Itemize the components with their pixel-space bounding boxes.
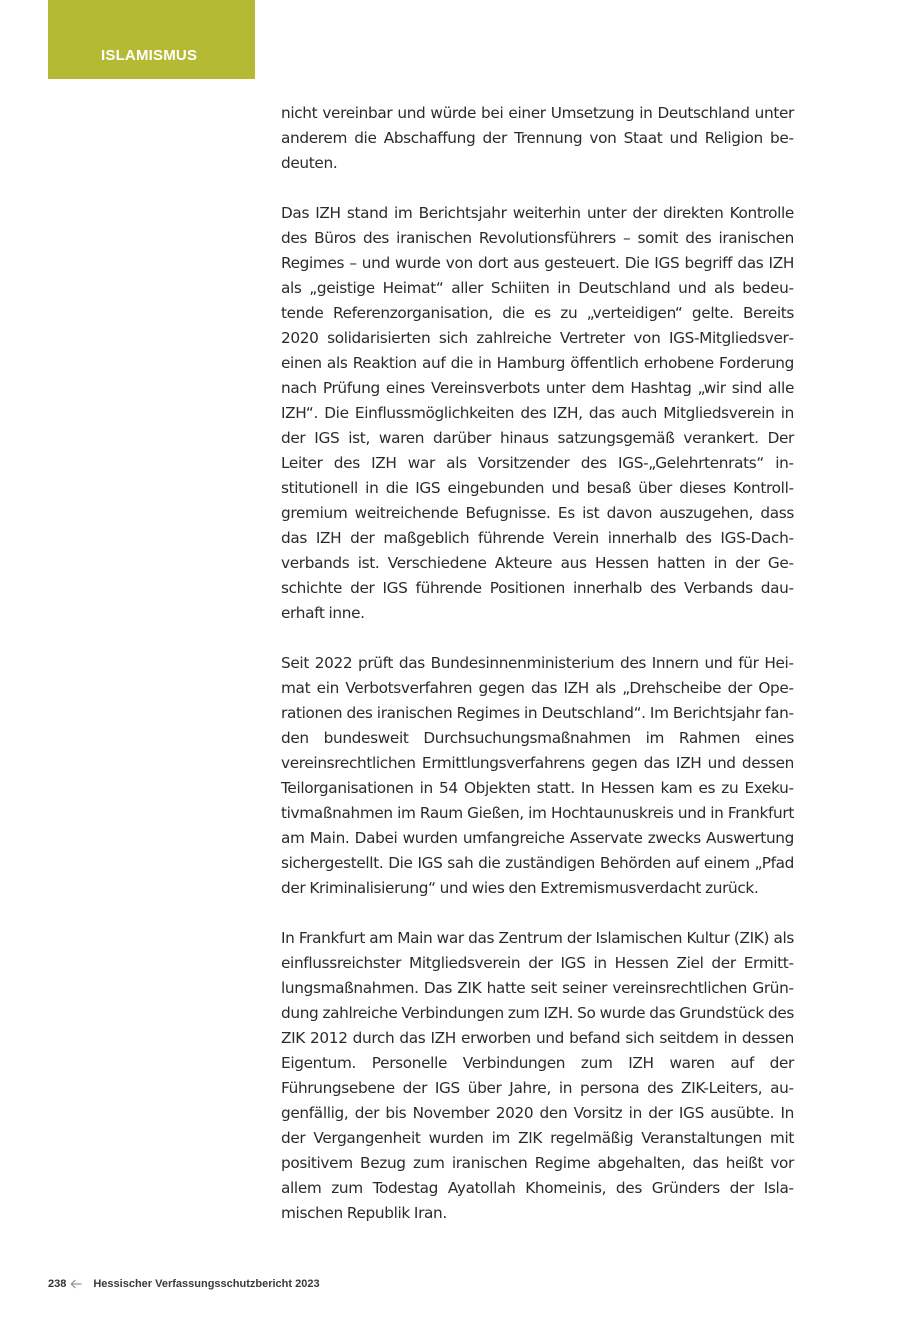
page-number: 238 bbox=[48, 1278, 67, 1290]
arrow-left-icon[interactable] bbox=[70, 1279, 82, 1289]
paragraph-izh-control: Das IZH stand im Berichtsjahr weiterhin unter der direkten Kontrolle des Büros des iranischen Revolutionsführers – somit des iranischen Regimes – und wurde von dort aus gesteuert. Die IGS begriff das IZH als „geistige Heimat“ aller Schiiten in Deutschland und als bedeutende Referenzorganisation, die es zu „verteidigen“ gelte. Bereits 2020 solidarisierten sich zahlreiche Vertreter von IGS-Mitgliedsvereinen als Reaktion auf die in Hamburg öffentlich erhobene Forderung nach Prüfung eines Vereinsverbots unter dem Hashtag „wir sind alle IZH“. Die Einflussmöglichkeiten des IZH, das auch Mitgliedsverein in der IGS ist, waren darüber hinaus satzungsgemäß verankert. Der Leiter des IZH war als Vorsitzender des IGS-„Gelehrtenrats“ institutionell in die IGS eingebunden und besaß über dieses Kontrollgremium weitreichende Befugnisse. Es ist davon auszugehen, dass das IZH der maßgeblich führende Verein innerhalb des IGS-Dachverbands ist. Verschiedene Akteure aus Hessen hatten in der Geschichte der IGS führende Positionen innerhalb des Verbands dauerhaft inne. bbox=[281, 204, 794, 622]
paragraph-zik-frankfurt: In Frankfurt am Main war das Zentrum der Islamischen Kultur (ZIK) als einflussreichster Mitgliedsverein der IGS in Hessen Ziel der Ermittlungsmaßnahmen. Das ZIK hatte seit seiner vereinsrechtlichen Gründung zahlreiche Verbindungen zum IZH. So wurde das Grundstück des ZIK 2012 durch das IZH erworben und befand sich seitdem in dessen Eigentum. Personelle Verbindungen zum IZH waren auf der Führungsebene der IGS über Jahre, in persona des ZIK-Leiters, augenfällig, der bis November 2020 den Vorsitz in der IGS ausübte. In der Vergangenheit wurden im ZIK regelmäßig Veranstaltungen mit positivem Bezug zum iranischen Regime abgehalten, das heißt vor allem zum Todestag Ayatollah Khomeinis, des Gründers der Islamischen Republik Iran. bbox=[281, 929, 794, 1222]
paragraph-continuation: nicht vereinbar und würde bei einer Umsetzung in Deutschland unter anderem die Abschaffung der Trennung von Staat und Religion bedeuten. bbox=[281, 104, 794, 172]
section-label: ISLAMISMUS bbox=[101, 47, 198, 64]
publication-title: Hessischer Verfassungsschutzbericht 2023 bbox=[93, 1278, 320, 1290]
page-footer bbox=[48, 1278, 320, 1290]
paragraph-ban-procedure: Seit 2022 prüft das Bundesinnenministerium des Innern und für Heimat ein Verbotsverfahren gegen das IZH als „Drehscheibe der Operationen des iranischen Regimes in Deutschland“. Im Berichtsjahr fanden bundesweit Durchsuchungsmaßnahmen im Rahmen eines vereinsrechtlichen Ermittlungsverfahrens gegen das IZH und dessen Teilorganisationen in 54 Objekten statt. In Hessen kam es zu Exekutivmaßnahmen im Raum Gießen, im Hochtaunuskreis und in Frankfurt am Main. Dabei wurden umfangreiche Asservate zwecks Auswertung sichergestellt. Die IGS sah die zuständigen Behörden auf einem „Pfad der Kriminalisierung“ und wies den Extremismusverdacht zurück. bbox=[281, 654, 794, 897]
section-tab bbox=[48, 0, 255, 79]
body-text bbox=[281, 101, 794, 1251]
